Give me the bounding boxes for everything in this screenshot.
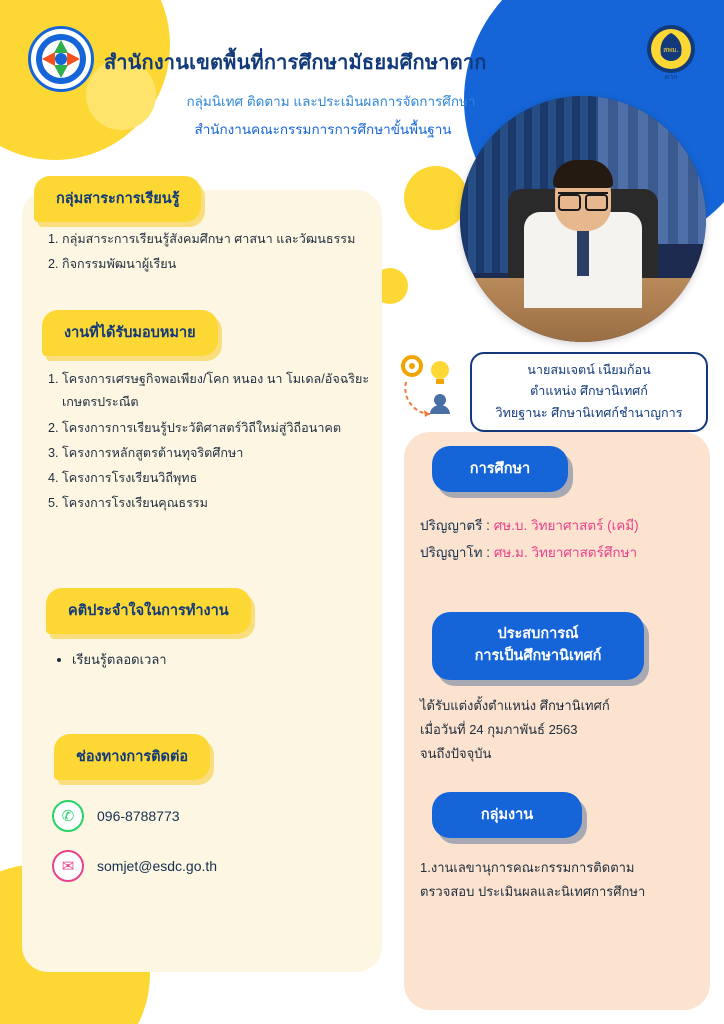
list-item: 2. โครงการการเรียนรู้ประวัติศาสตร์วิถีใหม่สู่วิถีอนาคต: [62, 417, 372, 440]
lightbulb-icon: [431, 361, 449, 384]
person-name: นายสมเจตน์ เนียมก้อน: [527, 362, 651, 377]
section-title-education: การศึกษา: [432, 446, 568, 492]
work-group-line: ตรวจสอบ ประเมินผลและนิเทศการศึกษา: [420, 884, 646, 900]
name-card: [470, 352, 708, 432]
svg-text:ตาก: ตาก: [664, 73, 678, 81]
experience-title-line-2: การเป็นศึกษานิเทศก์: [474, 647, 602, 664]
section-title-experience: [432, 612, 644, 680]
assigned-work-list: [42, 368, 372, 518]
list-item: 3. โครงการหลักสูตรต้านทุจริตศึกษา: [62, 442, 372, 465]
list-item: 2. กิจกรรมพัฒนาผู้เรียน: [62, 253, 372, 276]
list-item: • เรียนรู้ตลอดเวลา: [72, 648, 352, 672]
contact-phone-value: 096-8788773: [97, 808, 180, 824]
learning-area-list: [42, 228, 372, 279]
experience-title-line-1: ประสบการณ์: [497, 626, 579, 642]
envelope-icon: ✉: [52, 850, 84, 882]
person-rank: วิทยฐานะ ศึกษานิเทศก์ชำนาญการ: [495, 405, 683, 420]
section-title-contact: ช่องทางการติดต่อ: [54, 734, 210, 780]
decorative-blob-middle: [404, 166, 468, 230]
header-text-block: [104, 46, 534, 140]
contact-phone-row[interactable]: [52, 800, 180, 832]
education-label: ปริญญาโท :: [420, 545, 491, 560]
list-item: 1. กลุ่มสาระการเรียนรู้สังคมศึกษา ศาสนา และวัฒนธรรม: [62, 228, 372, 251]
page-title: สำนักงานเขตพื้นที่การศึกษามัธยมศึกษาตาก: [104, 52, 487, 74]
section-title-work-group: กลุ่มงาน: [432, 792, 582, 838]
list-item: 4. โครงการโรงเรียนวิถีพุทธ: [62, 467, 372, 490]
education-list: [420, 512, 700, 566]
education-value: ศษ.ม. วิทยาศาสตร์ศึกษา: [493, 545, 638, 560]
svg-text:สพม.: สพม.: [663, 46, 679, 54]
gear-icon: [403, 357, 421, 375]
contact-email-value: somjet@esdc.go.th: [97, 858, 218, 874]
education-row: [420, 512, 700, 539]
decorative-infographic-icons: [396, 352, 466, 434]
experience-line: เมื่อวันที่ 24 กุมภาพันธ์ 2563: [420, 722, 578, 738]
motto-list: [52, 648, 352, 674]
compass-arrows-logo: [28, 26, 94, 92]
header-subtitle-1: กลุ่มนิเทศ ติดตาม และประเมินผลการจัดการศึกษา: [186, 94, 476, 109]
work-group-line: 1.งานเลขานุการคณะกรรมการติดตาม: [420, 860, 635, 875]
contact-email-row[interactable]: [52, 850, 217, 882]
education-label: ปริญญาตรี :: [420, 518, 490, 533]
royal-garuda-emblem: [642, 22, 700, 86]
experience-line: ได้รับแต่งตั้งตำแหน่ง ศึกษานิเทศก์: [420, 698, 610, 713]
section-title-learning-area: กลุ่มสาระการเรียนรู้: [34, 176, 201, 222]
list-item: 1. โครงการเศรษฐกิจพอเพียง/โคก หนอง นา โมเดล/อัจฉริยะเกษตรประณีต: [62, 368, 372, 415]
section-title-assigned-work: งานที่ได้รับมอบหมาย: [42, 310, 218, 356]
person-icon: [430, 394, 450, 414]
experience-line: จนถึงปัจจุบัน: [420, 746, 492, 762]
experience-text: [420, 694, 696, 766]
list-item: 5. โครงการโรงเรียนคุณธรรม: [62, 492, 372, 515]
education-row: [420, 539, 700, 566]
education-value: ศษ.บ. วิทยาศาสตร์ (เคมี): [493, 518, 639, 533]
work-group-text: [420, 856, 706, 904]
header-subtitle-2: สำนักงานคณะกรรมการการศึกษาขั้นพื้นฐาน: [194, 122, 452, 137]
section-title-motto: คติประจำใจในการทำงาน: [46, 588, 251, 634]
person-position: ตำแหน่ง ศึกษานิเทศก์: [530, 384, 648, 399]
whatsapp-phone-icon: ✆: [52, 800, 84, 832]
